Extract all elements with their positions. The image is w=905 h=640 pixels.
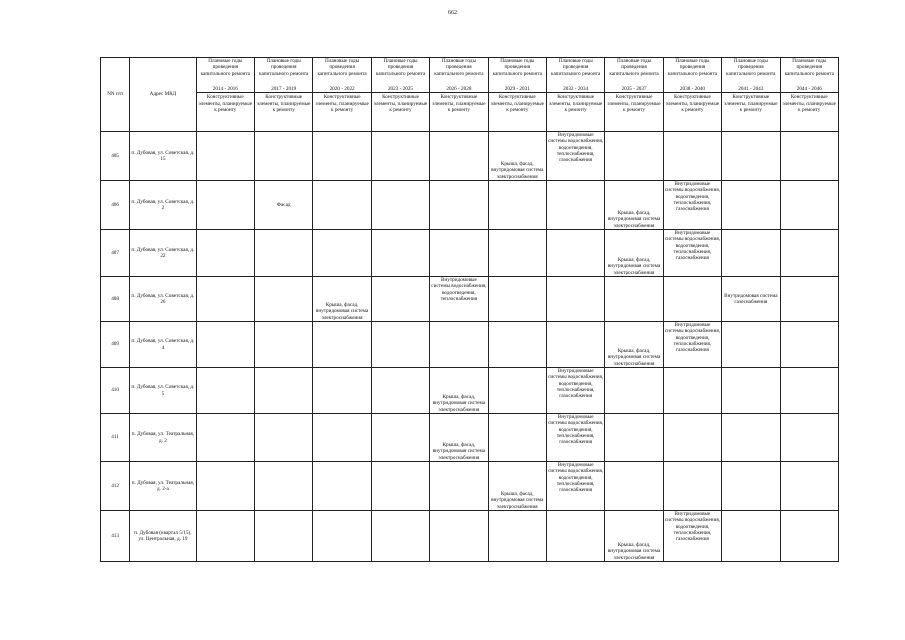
repair-cell	[546, 511, 604, 562]
repair-cell	[196, 414, 254, 462]
row-address: п. Дубовая, ул. Советская, д. 5	[130, 368, 196, 414]
row-address: п. Дубовая (квартал 5/15), ул. Центральная, д. 19	[130, 511, 196, 562]
repair-cell	[196, 368, 254, 414]
table-row	[101, 277, 839, 322]
row-number: 405	[101, 132, 130, 181]
repair-cell	[605, 132, 663, 181]
repair-cell	[371, 322, 429, 368]
repair-cell	[722, 322, 780, 368]
table-row	[101, 462, 839, 511]
repair-cell	[255, 230, 313, 277]
repair-cell	[722, 462, 780, 511]
header-period-1	[196, 58, 254, 132]
repair-cell: Крыша, фасад, внутридомовая система электроснабжения	[488, 132, 546, 181]
repair-cell: Внутридомовые системы водоснабжения, водоотведения, теплоснабжения, газоснабжения	[546, 132, 604, 181]
repair-cell	[780, 181, 838, 230]
repair-cell	[605, 462, 663, 511]
period-title: Плановые годы проведения капитального ремонта	[200, 58, 250, 77]
repair-cell	[371, 511, 429, 562]
repair-cell	[722, 230, 780, 277]
repair-cell	[255, 462, 313, 511]
repair-cell: Внутридомовые системы водоснабжения, водоотведения, теплоснабжения, газоснабжения	[663, 181, 721, 230]
header-period-6	[488, 58, 546, 132]
header-period-10	[722, 58, 780, 132]
repair-cell	[605, 277, 663, 322]
header-period-8	[605, 58, 663, 132]
period-title: Плановые годы проведения капитального ремонта	[375, 58, 426, 77]
table-body	[101, 132, 839, 562]
repair-cell	[780, 132, 838, 181]
period-elements: Конструктивные элементы, планируемые к ремонту	[724, 94, 778, 113]
row-address: п. Дубовая, ул. Театральная, д. 2-а	[130, 462, 196, 511]
repair-cell	[663, 414, 721, 462]
header-row	[101, 58, 839, 132]
period-title: Плановые годы проведения капитального ремонта	[317, 58, 367, 77]
row-address: п. Дубовая, ул. Советская, д. 26	[130, 277, 196, 322]
repair-cell	[722, 511, 780, 562]
table-row	[101, 181, 839, 230]
repair-cell	[430, 511, 488, 562]
period-years: 2029 - 2031	[489, 86, 546, 93]
repair-cell	[488, 414, 546, 462]
repair-cell: Внутридомовые системы водоснабжения, водоотведения, теплоснабжения, газоснабжения	[546, 414, 604, 462]
repair-cell	[430, 230, 488, 277]
period-years: 2026 - 2028	[430, 86, 487, 93]
period-elements: Конструктивные элементы, планируемые к ремонту	[315, 94, 369, 113]
repair-cell	[780, 414, 838, 462]
period-title: Плановые годы проведения капитального ремонта	[492, 58, 542, 77]
repair-cell	[313, 368, 371, 414]
repair-cell: Крыша, фасад, внутридомовая система электроснабжения	[605, 511, 663, 562]
period-years: 2038 - 2040	[664, 86, 721, 93]
header-period-11	[780, 58, 838, 132]
repair-cell	[663, 368, 721, 414]
repair-cell: Внутридомовые системы водоснабжения, водоотведения, теплоснабжения, газоснабжения	[663, 230, 721, 277]
repair-cell: Крыша, фасад, внутридомовая система электроснабжения	[430, 368, 488, 414]
header-period-4	[371, 58, 429, 132]
table-row	[101, 132, 839, 181]
repair-cell	[196, 181, 254, 230]
period-title: Плановые годы проведения капитального ремонта	[726, 58, 776, 77]
repair-cell: Внутридомовые системы водоснабжения, водоотведения, теплоснабжения, газоснабжения	[546, 368, 604, 414]
period-elements: Конструктивные элементы, планируемые к ремонту	[198, 94, 252, 113]
table-row	[101, 511, 839, 562]
repair-cell	[196, 230, 254, 277]
header-period-2	[255, 58, 313, 132]
repair-cell	[196, 462, 254, 511]
repair-cell	[663, 132, 721, 181]
repair-cell	[488, 277, 546, 322]
table-row	[101, 368, 839, 414]
header-address: Адрес МКД	[130, 58, 196, 132]
period-elements: Конструктивные элементы, планируемые к ремонту	[607, 94, 661, 113]
row-address: п. Дубовая, ул. Советская, д. 15	[130, 132, 196, 181]
repair-cell	[371, 368, 429, 414]
repair-cell	[313, 132, 371, 181]
capital-repair-plan-table	[100, 57, 839, 562]
repair-cell	[255, 368, 313, 414]
repair-cell	[313, 230, 371, 277]
page-number: 662	[448, 10, 457, 16]
period-elements: Конструктивные элементы, планируемые к ремонту	[782, 94, 836, 113]
repair-cell	[313, 511, 371, 562]
repair-cell: Фасад	[255, 181, 313, 230]
repair-cell: Крыша, фасад, внутридомовая система электроснабжения	[605, 322, 663, 368]
row-number: 409	[101, 322, 130, 368]
period-elements: Конструктивные элементы, планируемые к ремонту	[373, 94, 428, 113]
repair-cell	[371, 414, 429, 462]
repair-cell: Внутридомовые системы водоснабжения, водоотведения, теплоснабжения, газоснабжения	[546, 462, 604, 511]
repair-cell	[488, 230, 546, 277]
header-num: NN п/п	[101, 58, 130, 132]
header-period-3	[313, 58, 371, 132]
repair-cell	[313, 181, 371, 230]
repair-cell: Внутридомовые системы водоснабжения, водоотведения, теплоснабжения, газоснабжения	[663, 322, 721, 368]
repair-cell	[196, 511, 254, 562]
period-elements: Конструктивные элементы, планируемые к ремонту	[665, 94, 720, 113]
repair-cell	[722, 368, 780, 414]
repair-cell	[255, 132, 313, 181]
repair-cell	[780, 322, 838, 368]
repair-cell	[255, 277, 313, 322]
header-period-7	[546, 58, 604, 132]
repair-cell	[546, 277, 604, 322]
repair-cell	[313, 414, 371, 462]
row-address: п. Дубовая, ул. Театральная, д. 2	[130, 414, 196, 462]
repair-cell	[196, 322, 254, 368]
repair-cell	[546, 230, 604, 277]
repair-cell: Внутридомовые системы водоснабжения, водоотведения, теплоснабжения	[430, 277, 488, 322]
row-address: п. Дубовая, ул. Советская, д. 4	[130, 322, 196, 368]
repair-cell	[488, 181, 546, 230]
period-years: 2041 - 2043	[722, 86, 779, 93]
row-number: 411	[101, 414, 130, 462]
period-elements: Конструктивные элементы, планируемые к ремонту	[257, 94, 311, 113]
repair-cell	[546, 181, 604, 230]
period-title: Плановые годы проведения капитального ремонта	[609, 58, 659, 77]
repair-cell	[371, 132, 429, 181]
period-years: 2017 - 2019	[255, 86, 312, 93]
repair-cell	[546, 322, 604, 368]
repair-cell: Крыша, фасад, внутридомовая система электроснабжения	[605, 230, 663, 277]
repair-cell	[722, 181, 780, 230]
repair-cell	[196, 132, 254, 181]
period-years: 2023 - 2025	[372, 86, 429, 93]
period-elements: Конструктивные элементы, планируемые к ремонту	[432, 94, 486, 113]
repair-cell	[371, 181, 429, 230]
repair-cell	[430, 181, 488, 230]
period-years: 2044 - 2046	[781, 86, 838, 93]
repair-cell	[430, 462, 488, 511]
period-years: 2032 - 2034	[547, 86, 604, 93]
repair-cell	[780, 462, 838, 511]
period-years: 2020 - 2022	[313, 86, 370, 93]
period-title: Плановые годы проведения капитального ремонта	[667, 58, 718, 77]
row-number: 410	[101, 368, 130, 414]
repair-cell	[196, 277, 254, 322]
repair-cell	[780, 511, 838, 562]
repair-cell: Крыша, фасад, внутридомовая система электроснабжения	[430, 414, 488, 462]
period-title: Плановые годы проведения капитального ремонта	[259, 58, 309, 77]
row-number: 413	[101, 511, 130, 562]
repair-cell	[430, 322, 488, 368]
header-period-9	[663, 58, 721, 132]
table-row	[101, 322, 839, 368]
period-title: Плановые годы проведения капитального ремонта	[784, 58, 834, 77]
repair-cell: Крыша, фасад, внутридомовая система электроснабжения	[488, 462, 546, 511]
repair-cell: Внутридомовая система газоснабжения	[722, 277, 780, 322]
repair-cell	[371, 277, 429, 322]
repair-cell	[780, 230, 838, 277]
repair-cell	[663, 462, 721, 511]
repair-cell	[663, 277, 721, 322]
repair-cell	[313, 462, 371, 511]
period-title: Плановые годы проведения капитального ремонта	[434, 58, 484, 77]
repair-cell	[605, 414, 663, 462]
period-elements: Конструктивные элементы, планируемые к ремонту	[490, 94, 544, 113]
header-period-5	[430, 58, 488, 132]
repair-cell	[488, 511, 546, 562]
period-years: 2035 - 2037	[605, 86, 662, 93]
repair-cell	[605, 368, 663, 414]
repair-cell: Крыша, фасад, внутридомовая система электроснабжения	[605, 181, 663, 230]
row-number: 408	[101, 277, 130, 322]
row-address: п. Дубовая, ул. Советская, д. 22	[130, 230, 196, 277]
period-title: Плановые годы проведения капитального ремонта	[551, 58, 601, 77]
row-number: 407	[101, 230, 130, 277]
period-elements: Конструктивные элементы, планируемые к ремонту	[548, 94, 603, 113]
repair-cell	[780, 277, 838, 322]
repair-cell	[313, 322, 371, 368]
repair-cell	[371, 230, 429, 277]
repair-cell	[255, 414, 313, 462]
repair-cell	[722, 132, 780, 181]
row-number: 412	[101, 462, 130, 511]
period-years: 2014 - 2016	[197, 86, 254, 93]
table-row	[101, 230, 839, 277]
repair-cell	[722, 414, 780, 462]
repair-cell: Крыша, фасад, внутридомовая система электроснабжения	[313, 277, 371, 322]
repair-cell	[780, 368, 838, 414]
row-address: п. Дубовая, ул. Советская, д. 2	[130, 181, 196, 230]
repair-cell: Внутридомовые системы водоснабжения, водоотведения, теплоснабжения, газоснабжения	[663, 511, 721, 562]
repair-cell	[255, 511, 313, 562]
table-row	[101, 414, 839, 462]
repair-cell	[371, 462, 429, 511]
repair-cell	[255, 322, 313, 368]
repair-cell	[488, 322, 546, 368]
repair-cell	[430, 132, 488, 181]
repair-cell	[488, 368, 546, 414]
row-number: 406	[101, 181, 130, 230]
